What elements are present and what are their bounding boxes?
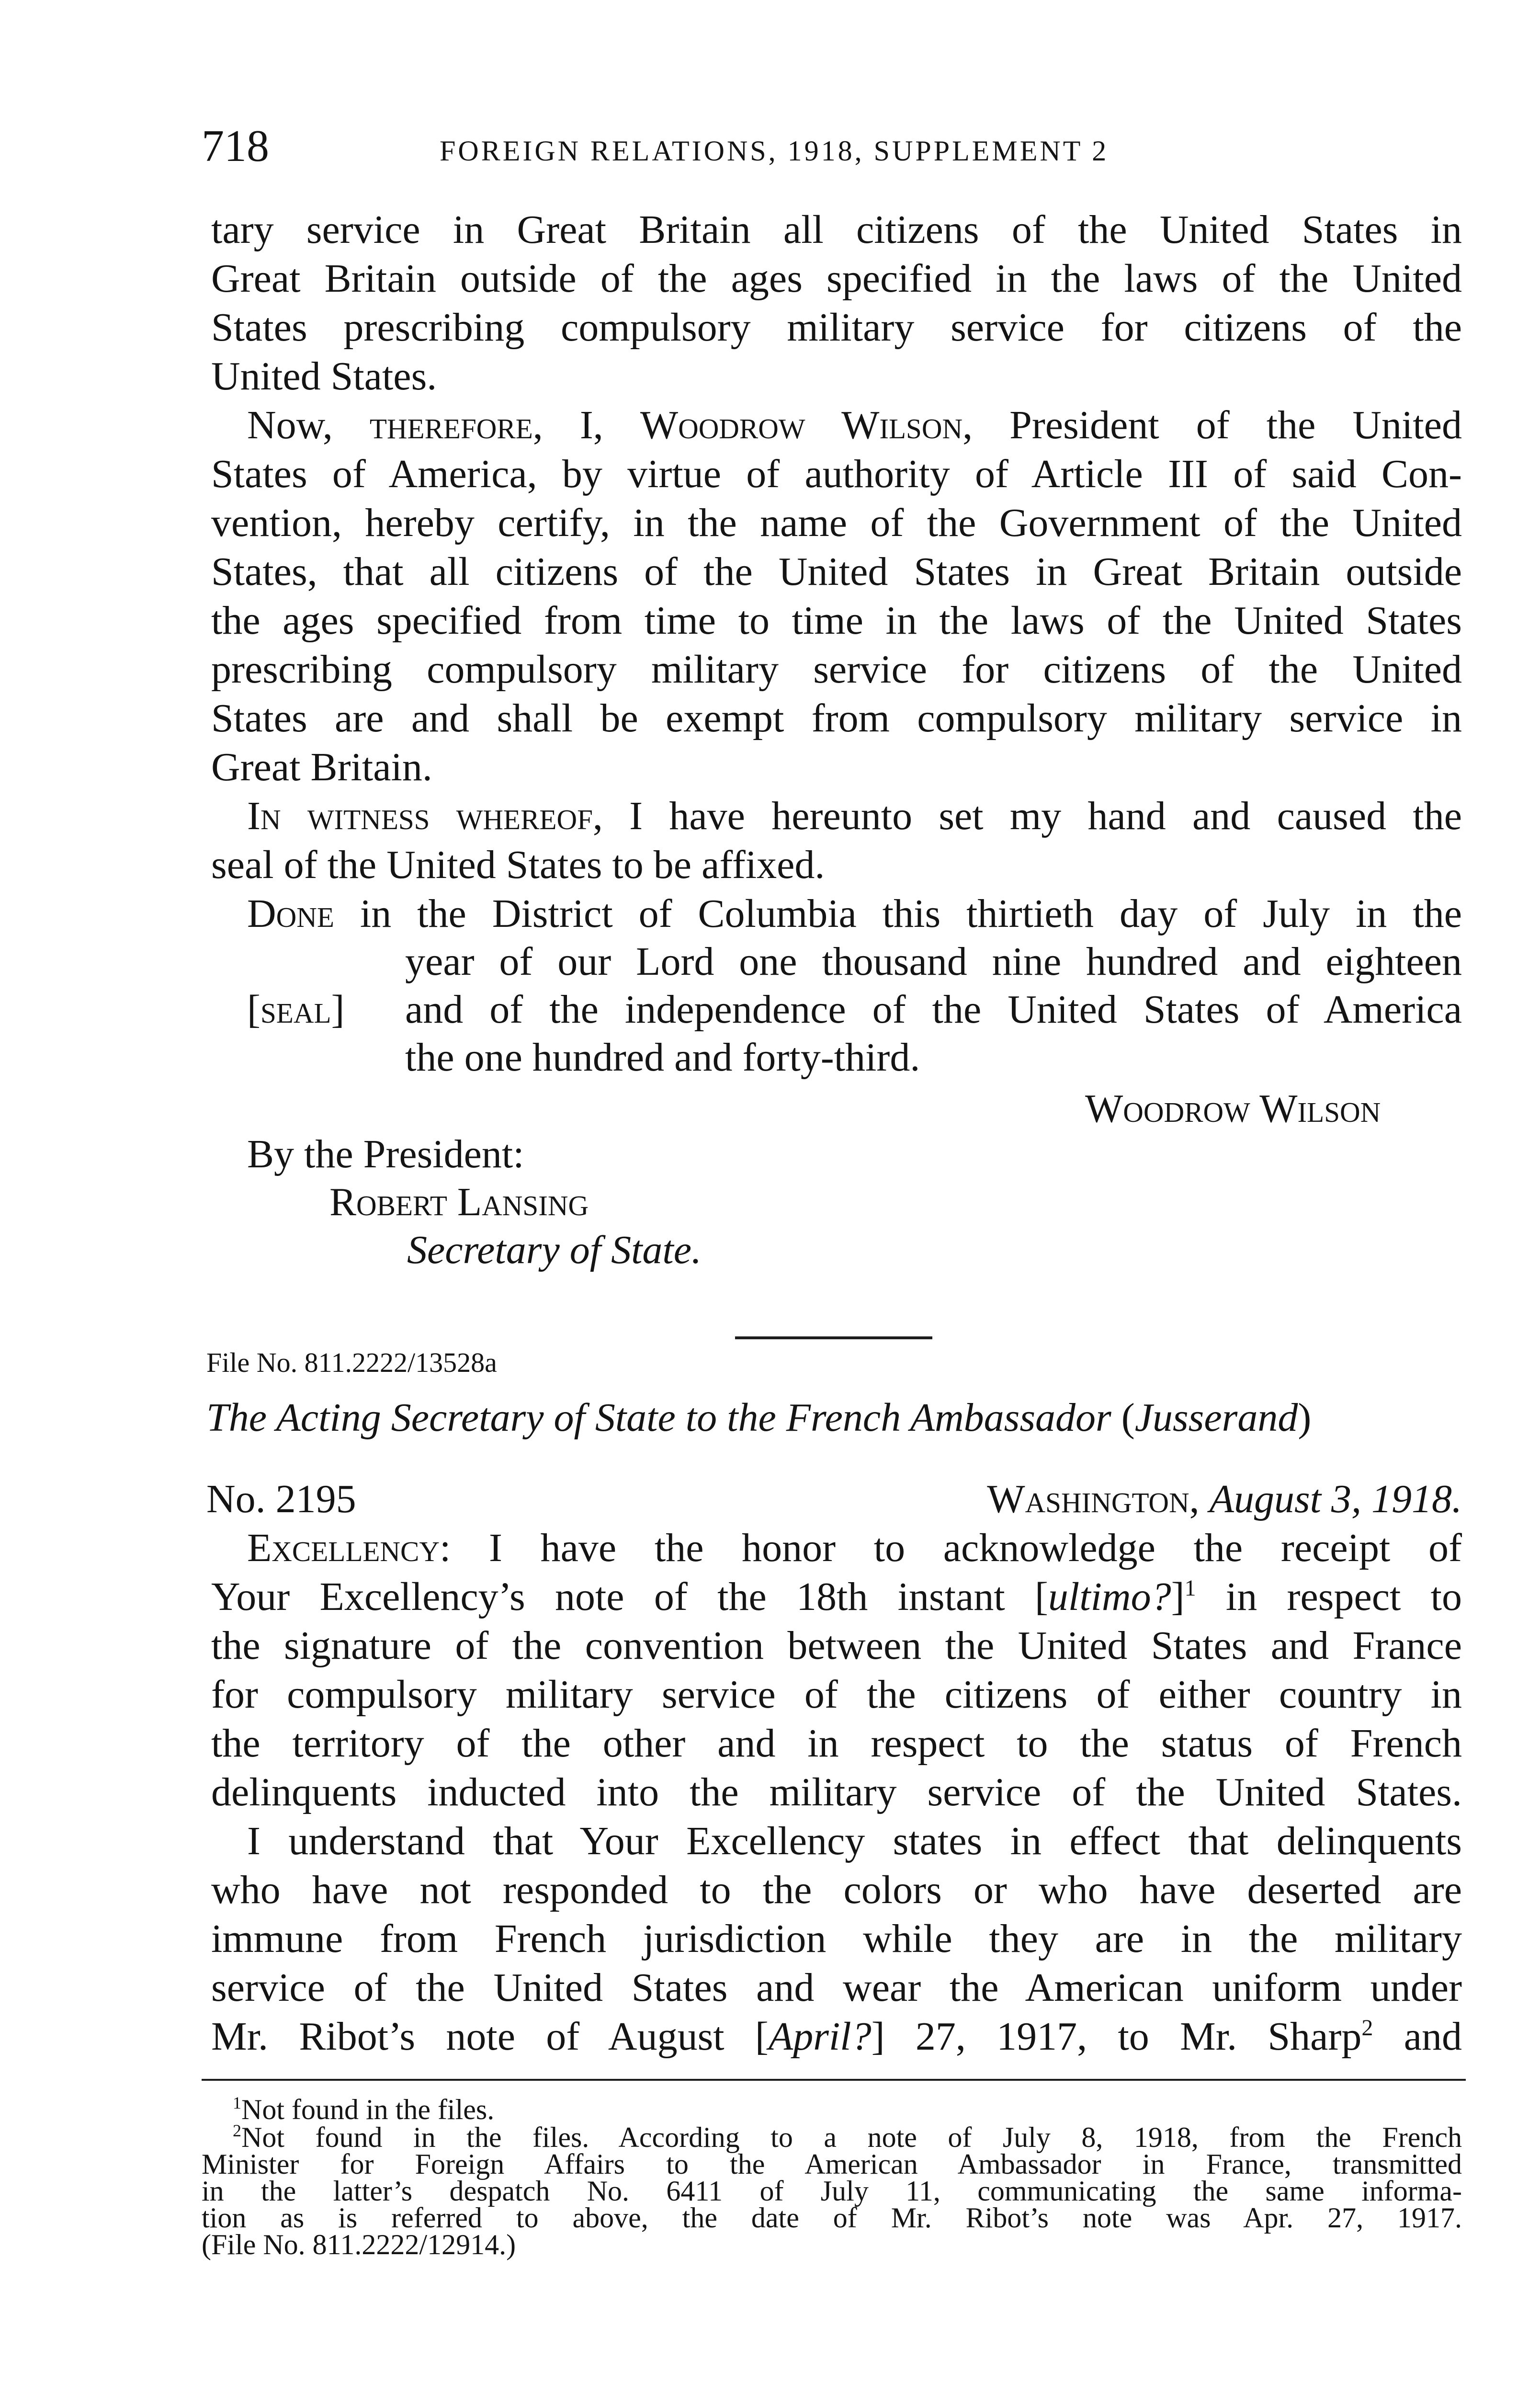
body-line: the territory of the other and in respect to the status of French: [211, 1721, 1462, 1766]
footnote-rule: [202, 2079, 1466, 2081]
done-line: year of our Lord one thousand nine hundred and eighteen: [405, 939, 1462, 984]
document-number: No. 2195: [206, 1477, 356, 1521]
president-name: Woodrow Wilson: [640, 403, 963, 447]
now-therefore-line: Now, therefore, I, Woodrow Wilson, President of the United: [247, 403, 1462, 447]
footnote-1: $^1$Not found in the files.: [233, 2093, 495, 2125]
signature: Woodrow Wilson: [1085, 1086, 1381, 1131]
countersigner-title: Secretary of State.: [407, 1228, 702, 1272]
proclamation-line: States of America, by virtue of authority of Article III of said Con-: [211, 452, 1462, 496]
done-line: Done in the District of Columbia this thirtieth day of July in the: [247, 891, 1462, 936]
body-line: for compulsory military service of the citizens of either country in: [211, 1672, 1462, 1717]
body-line: immune from French jurisdiction while they are in the military: [211, 1916, 1462, 1961]
witness-line: seal of the United States to be affixed.: [211, 843, 825, 887]
done-line: and of the independence of the United States of America: [405, 987, 1462, 1032]
witness-line: In witness whereof, I have hereunto set my hand and caused the: [247, 794, 1462, 838]
proclamation-line: the ages specified from time to time in the laws of the United States: [211, 598, 1462, 643]
done-line: the one hundred and forty-third.: [405, 1035, 920, 1080]
running-title: FOREIGN RELATIONS, 1918, SUPPLEMENT 2: [440, 135, 1109, 167]
proclamation-line: Great Britain outside of the ages specified in the laws of the United: [211, 256, 1462, 301]
proclamation-line: United States.: [211, 354, 437, 399]
body-line: who have not responded to the colors or who have deserted are: [211, 1868, 1462, 1912]
proclamation-line: tary service in Great Britain all citizens of the United States in: [211, 207, 1462, 252]
proclamation-line: Great Britain.: [211, 745, 432, 789]
dateline-place: Washington: [987, 1477, 1189, 1521]
body-line: I understand that Your Excellency states in effect that delinquents: [247, 1819, 1462, 1863]
page-number: 718: [202, 121, 269, 171]
body-line: Your Excellency’s note of the 18th instant [ultimo?]$^1$ in respect to: [211, 1574, 1462, 1619]
proclamation-line: prescribing compulsory military service for citizens of the United: [211, 647, 1462, 692]
footnote-ref: 2: [1361, 2015, 1373, 2041]
proclamation-line: States are and shall be exempt from compulsory military service in: [211, 696, 1462, 741]
body-line: service of the United States and wear the American uniform under: [211, 1965, 1462, 2010]
body-line: Mr. Ribot’s note of August [April?] 27, 1917, to Mr. Sharp$^2$ and: [211, 2014, 1462, 2059]
footnote-2-line: tion as is referred to above, the date of Mr. Ribot’s note was Apr. 27, 1917.: [202, 2202, 1462, 2234]
footnote-ref: 1: [1184, 1575, 1196, 1601]
footnote-2-line: Minister for Foreign Affairs to the American Ambassador in France, transmitted: [202, 2148, 1462, 2180]
dateline-date: August 3, 1918.: [1209, 1477, 1462, 1521]
proclamation-line: vention, hereby certify, in the name of the Government of the United: [211, 501, 1462, 545]
document-title: The Acting Secretary of State to the French Ambassador (Jusserand): [206, 1395, 1312, 1440]
body-line: Excellency: I have the honor to acknowledge the receipt of: [247, 1526, 1462, 1570]
salutation: Excellency: [247, 1526, 440, 1570]
footnote-2-line: (File No. 811.2222/12914.): [202, 2229, 516, 2260]
section-divider: [735, 1336, 932, 1339]
file-number: File No. 811.2222/13528a: [206, 1347, 497, 1378]
body-line: the signature of the convention between the United States and France: [211, 1623, 1462, 1668]
seal-mark: [seal]: [247, 987, 345, 1032]
countersigner-name: Robert Lansing: [329, 1180, 589, 1224]
body-line: delinquents inducted into the military service of the United States.: [211, 1770, 1462, 1814]
dateline: Washington, August 3, 1918.: [987, 1477, 1462, 1521]
proclamation-line: States prescribing compulsory military service for citizens of the: [211, 305, 1462, 350]
footnote-2-line: in the latter’s despatch No. 6411 of July 11, communicating the same informa-: [202, 2175, 1462, 2207]
by-the-president: By the President:: [247, 1132, 524, 1176]
proclamation-line: States, that all citizens of the United States in Great Britain outside: [211, 549, 1462, 594]
footnote-2: $^2$Not found in the files. According to a note of July 8, 1918, from the French: [233, 2121, 1462, 2153]
